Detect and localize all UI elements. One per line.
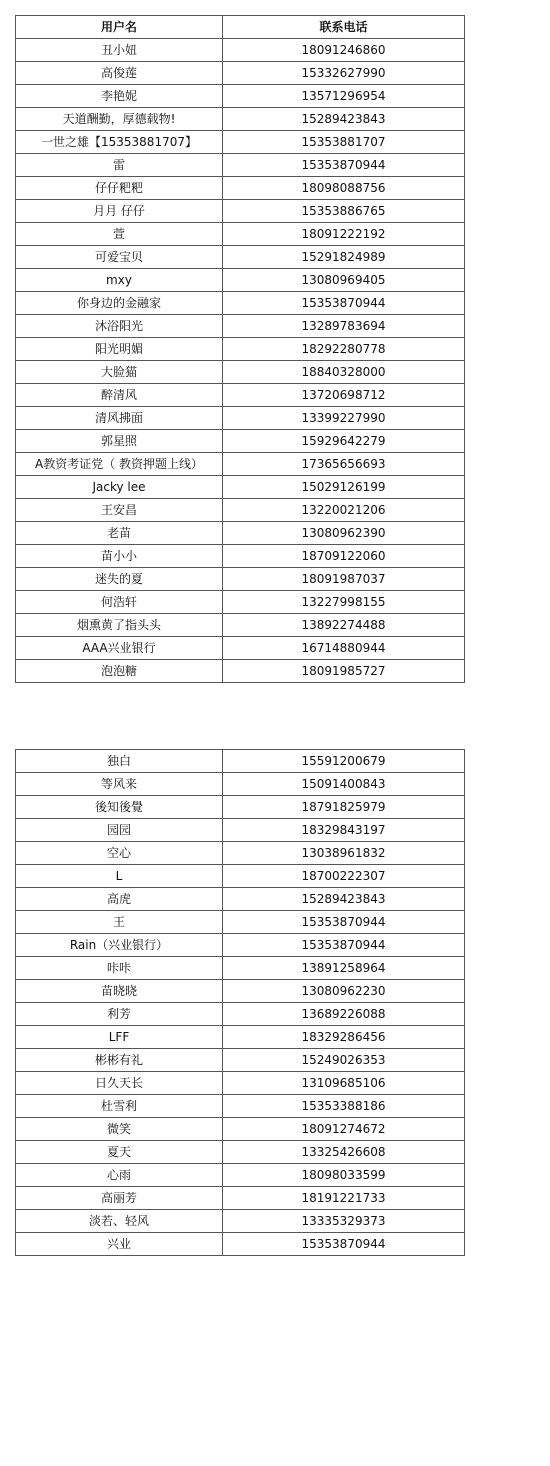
table-row: [16, 361, 465, 384]
username-cell: 你身边的金融家: [16, 292, 223, 315]
phone-cell: 15591200679: [223, 750, 465, 773]
phone-cell: 13109685106: [223, 1072, 465, 1095]
table-row: [16, 1049, 465, 1072]
username-cell: 淡若、轻风: [16, 1210, 223, 1233]
table-row: [16, 957, 465, 980]
phone-cell: 18091987037: [223, 568, 465, 591]
username-cell: 何浩轩: [16, 591, 223, 614]
phone-cell: 17365656693: [223, 453, 465, 476]
username-cell: 空心: [16, 842, 223, 865]
table-row: [16, 865, 465, 888]
username-cell: 王: [16, 911, 223, 934]
phone-cell: 15353388186: [223, 1095, 465, 1118]
username-cell: 夏天: [16, 1141, 223, 1164]
table-row: [16, 591, 465, 614]
username-cell: 独白: [16, 750, 223, 773]
phone-cell: 15289423843: [223, 108, 465, 131]
table-row: [16, 1003, 465, 1026]
phone-cell: 18840328000: [223, 361, 465, 384]
phone-cell: 15091400843: [223, 773, 465, 796]
username-cell: 迷失的夏: [16, 568, 223, 591]
phone-cell: 13892274488: [223, 614, 465, 637]
username-cell: 雷: [16, 154, 223, 177]
username-cell: 一世之雄【15353881707】: [16, 131, 223, 154]
username-cell: 月月 仔仔: [16, 200, 223, 223]
phone-cell: 15353870944: [223, 1233, 465, 1256]
phone-cell: 18191221733: [223, 1187, 465, 1210]
table-row: [16, 796, 465, 819]
table-row: [16, 750, 465, 773]
table-row: [16, 476, 465, 499]
table-row: [16, 200, 465, 223]
table-row: [16, 842, 465, 865]
phone-cell: 15353870944: [223, 154, 465, 177]
username-cell: mxy: [16, 269, 223, 292]
table-row: [16, 1187, 465, 1210]
table-row: [16, 1164, 465, 1187]
table-row: [16, 1118, 465, 1141]
table-row: [16, 131, 465, 154]
table-row: [16, 223, 465, 246]
table-row: [16, 545, 465, 568]
username-cell: 萱: [16, 223, 223, 246]
phone-cell: 13227998155: [223, 591, 465, 614]
phone-cell: 13335329373: [223, 1210, 465, 1233]
username-cell: AAA兴业银行: [16, 637, 223, 660]
phone-cell: 13689226088: [223, 1003, 465, 1026]
table-row: [16, 62, 465, 85]
username-cell: 醉清风: [16, 384, 223, 407]
username-cell: 日久天长: [16, 1072, 223, 1095]
username-cell: 老苗: [16, 522, 223, 545]
column-header-phone: 联系电话: [223, 16, 465, 39]
phone-cell: 13220021206: [223, 499, 465, 522]
table-row: [16, 660, 465, 683]
phone-cell: 13891258964: [223, 957, 465, 980]
table-row: [16, 819, 465, 842]
phone-cell: 13080962390: [223, 522, 465, 545]
username-cell: 微笑: [16, 1118, 223, 1141]
username-cell: 高丽芳: [16, 1187, 223, 1210]
table-row: [16, 85, 465, 108]
phone-cell: 15929642279: [223, 430, 465, 453]
table-row: [16, 1072, 465, 1095]
phone-cell: 15353881707: [223, 131, 465, 154]
phone-cell: 18098033599: [223, 1164, 465, 1187]
username-cell: 苗小小: [16, 545, 223, 568]
table-row: [16, 888, 465, 911]
table-row: [16, 1233, 465, 1256]
table-row: [16, 246, 465, 269]
phone-cell: 13720698712: [223, 384, 465, 407]
table-row: [16, 1026, 465, 1049]
username-cell: LFF: [16, 1026, 223, 1049]
phone-cell: 15289423843: [223, 888, 465, 911]
username-cell: 苗晓晓: [16, 980, 223, 1003]
username-cell: 兴业: [16, 1233, 223, 1256]
contact-table-1: [15, 15, 465, 683]
phone-cell: 13325426608: [223, 1141, 465, 1164]
table-row: [16, 407, 465, 430]
phone-cell: 18091222192: [223, 223, 465, 246]
phone-cell: 13080969405: [223, 269, 465, 292]
table-row: [16, 384, 465, 407]
username-cell: L: [16, 865, 223, 888]
table-row: [16, 773, 465, 796]
username-cell: 李艳妮: [16, 85, 223, 108]
username-cell: 杜雪利: [16, 1095, 223, 1118]
phone-cell: 18091985727: [223, 660, 465, 683]
username-cell: 沐浴阳光: [16, 315, 223, 338]
username-cell: 王安昌: [16, 499, 223, 522]
username-cell: 可爱宝贝: [16, 246, 223, 269]
username-cell: 丑小妞: [16, 39, 223, 62]
table-row: [16, 1141, 465, 1164]
username-cell: 等风来: [16, 773, 223, 796]
phone-cell: 18329843197: [223, 819, 465, 842]
phone-cell: 18791825979: [223, 796, 465, 819]
table-row: [16, 430, 465, 453]
phone-cell: 15332627990: [223, 62, 465, 85]
username-cell: Jacky lee: [16, 476, 223, 499]
username-cell: 後知後覺: [16, 796, 223, 819]
phone-cell: 15249026353: [223, 1049, 465, 1072]
table-row: [16, 453, 465, 476]
table-row: [16, 614, 465, 637]
phone-cell: 13038961832: [223, 842, 465, 865]
table-row: [16, 934, 465, 957]
username-cell: 彬彬有礼: [16, 1049, 223, 1072]
username-cell: 天道酬勤，厚德载物!: [16, 108, 223, 131]
phone-cell: 15291824989: [223, 246, 465, 269]
table-row: [16, 522, 465, 545]
username-cell: 心雨: [16, 1164, 223, 1187]
table-row: [16, 499, 465, 522]
phone-cell: 13571296954: [223, 85, 465, 108]
username-cell: 烟熏黄了指头头: [16, 614, 223, 637]
username-cell: 高俊莲: [16, 62, 223, 85]
table-row: [16, 338, 465, 361]
username-cell: 园园: [16, 819, 223, 842]
table-row: [16, 911, 465, 934]
phone-cell: 18292280778: [223, 338, 465, 361]
table-row: [16, 292, 465, 315]
phone-cell: 13080962230: [223, 980, 465, 1003]
phone-cell: 15353886765: [223, 200, 465, 223]
contact-table-2: [15, 749, 465, 1256]
username-cell: 清风拂面: [16, 407, 223, 430]
table-row: [16, 177, 465, 200]
table-row: [16, 315, 465, 338]
username-cell: 仔仔粑粑: [16, 177, 223, 200]
username-cell: 阳光明媚: [16, 338, 223, 361]
username-cell: 利芳: [16, 1003, 223, 1026]
username-cell: 高虎: [16, 888, 223, 911]
phone-cell: 18091274672: [223, 1118, 465, 1141]
table-row: [16, 637, 465, 660]
column-header-username: 用户名: [16, 16, 223, 39]
table-row: [16, 154, 465, 177]
username-cell: 郭星照: [16, 430, 223, 453]
table-row: [16, 269, 465, 292]
phone-cell: 13289783694: [223, 315, 465, 338]
phone-cell: 18098088756: [223, 177, 465, 200]
phone-cell: 15353870944: [223, 934, 465, 957]
table-header-row: [16, 16, 465, 39]
username-cell: 泡泡糖: [16, 660, 223, 683]
table-row: [16, 108, 465, 131]
table-row: [16, 980, 465, 1003]
table-row: [16, 1210, 465, 1233]
phone-cell: 18091246860: [223, 39, 465, 62]
phone-cell: 18329286456: [223, 1026, 465, 1049]
table-row: [16, 39, 465, 62]
phone-cell: 15029126199: [223, 476, 465, 499]
phone-cell: 16714880944: [223, 637, 465, 660]
phone-cell: 18709122060: [223, 545, 465, 568]
username-cell: Rain（兴业银行）: [16, 934, 223, 957]
phone-cell: 18700222307: [223, 865, 465, 888]
table-row: [16, 568, 465, 591]
phone-cell: 15353870944: [223, 292, 465, 315]
phone-cell: 13399227990: [223, 407, 465, 430]
table-row: [16, 1095, 465, 1118]
phone-cell: 15353870944: [223, 911, 465, 934]
username-cell: 咔咔: [16, 957, 223, 980]
username-cell: 大脸猫: [16, 361, 223, 384]
username-cell: A教资考证党（ 教资押题上线）: [16, 453, 223, 476]
